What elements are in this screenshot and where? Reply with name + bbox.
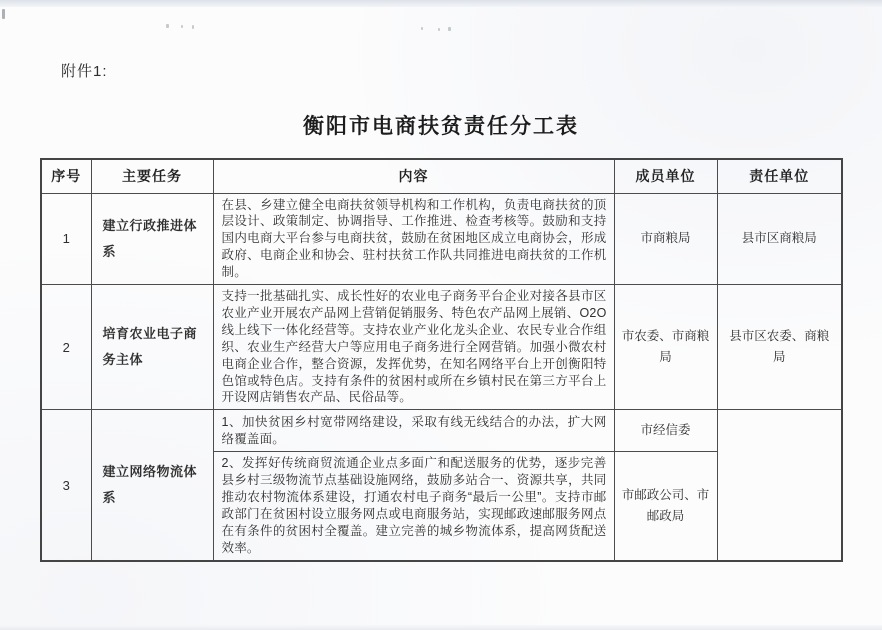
task-name: 建立行政推进体系 [91, 193, 213, 285]
column-header-responsible-unit: 责任单位 [717, 159, 842, 193]
scan-artifact-bottom-edge [0, 625, 882, 630]
member-unit: 市商粮局 [614, 193, 717, 285]
task-content: 1、加快贫困乡村宽带网络建设，采取有线无线结合的办法，扩大网络覆盖面。 [213, 410, 614, 452]
scan-speck [448, 27, 451, 31]
column-header-task: 主要任务 [91, 159, 213, 193]
row-number: 2 [41, 285, 91, 410]
table-row [41, 410, 842, 452]
scan-speck [438, 28, 440, 31]
member-unit: 市邮政公司、市邮政局 [614, 452, 717, 561]
scan-artifact-top-edge [0, 0, 882, 7]
column-header-content: 内容 [213, 159, 614, 193]
table-row [41, 285, 842, 410]
scan-speck [2, 9, 5, 19]
scan-speck [192, 25, 194, 29]
member-unit: 市经信委 [614, 410, 717, 452]
scan-speck [181, 25, 183, 28]
attachment-label: 附件1: [61, 63, 108, 80]
responsible-unit: 县市区商粮局 [717, 193, 842, 285]
task-content: 在县、乡建立健全电商扶贫领导机构和工作机构，负责电商扶贫的顶层设计、政策制定、协调指导、工作推进、检查考核等。鼓励和支持国内电商大平台参与电商扶贫，鼓励在贫困地区成立电商协会，形成政府、电商企业和协会、驻村扶贫工作队共同推进电商扶贫的工作机制。 [213, 193, 614, 285]
row-number: 1 [41, 193, 91, 285]
responsibility-table [40, 158, 843, 562]
task-content: 2、发挥好传统商贸流通企业点多面广和配送服务的优势，逐步完善县乡村三级物流节点基础设施网络，鼓励多站合一、资源共享，共同推动农村物流体系建设，打通农村电子商务“最后一公里”。支持市邮政部门在贫困村设立服务网点或电商服务站，实现邮政速邮服务网点在有条件的贫困村全覆盖。建立完善的城乡物流体系，提高网货配送效率。 [213, 452, 614, 561]
task-name: 培育农业电子商务主体 [91, 285, 213, 410]
task-name: 建立网络物流体系 [91, 410, 213, 561]
column-header-member-unit: 成员单位 [614, 159, 717, 193]
scan-speck [166, 24, 169, 28]
task-content: 支持一批基础扎实、成长性好的农业电子商务平台企业对接各县市区农业产业开展农产品网上营销促销服务、特色农产品网上展销、O2O线上线下一体化经营等。支持农业产业化龙头企业、农民专业合作组织、农业生产经营大户等应用电子商务进行全网营销。加强小微农村电商企业合作，整合资源，发挥优势，在知名网络平台上开创衡阳特色馆或特色店。支持有条件的贫困村或所在乡镇村民在第三方平台上开设网店销售农产品、民俗品等。 [213, 285, 614, 410]
table-row [41, 193, 842, 285]
column-header-no: 序号 [41, 159, 91, 193]
scan-speck [421, 27, 423, 30]
page-title: 衡阳市电商扶贫责任分工表 [303, 115, 579, 138]
responsible-unit: 县市区农委、商粮局 [717, 285, 842, 410]
row-number: 3 [41, 410, 91, 561]
member-unit: 市农委、市商粮局 [614, 285, 717, 410]
table-header-row [41, 159, 842, 193]
responsible-unit [717, 410, 842, 561]
